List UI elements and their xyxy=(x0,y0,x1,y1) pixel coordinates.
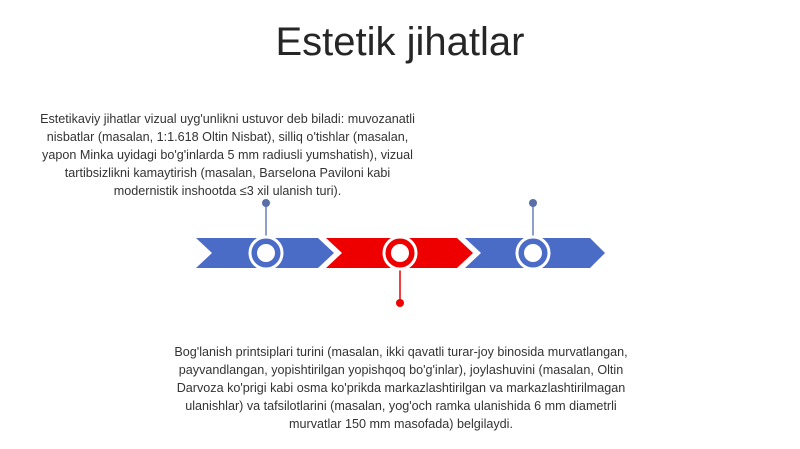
milestone-1-dot xyxy=(262,199,270,207)
milestone-2-center xyxy=(391,244,409,262)
slide-title: Estetik jihatlar xyxy=(275,20,525,64)
milestone-2-dot xyxy=(396,299,404,307)
milestone-1-center xyxy=(257,244,275,262)
top-description: Estetikaviy jihatlar vizual uyg'unlikni ustuvor deb biladi: muvozanatli nisbatlar (masalan, 1:1.618 Oltin Nisbat), silliq o'tishlar (masalan, yapon Minka uyidagi bo'g'inlarda 5 mm radiusli yumshatish), vizual tartibsizlikni kamaytirish (masalan, Barselona Paviloni kabi modernistik inshootda ≤3 xil ulanish turi). xyxy=(40,112,415,198)
milestone-3-center xyxy=(524,244,542,262)
milestone-3-dot xyxy=(529,199,537,207)
bottom-description: Bog'lanish printsiplari turini (masalan, ikki qavatli turar-joy binosida murvatlangan, payvandlangan, yopishtirilgan yopishqoq bo'g'inlar), joylashuvini (masalan, Oltin Darvoza ko'prigi kabi osma ko'prikda markazlashtirilgan va markazlashtirilmagan ulanishlar) va tafsilotlarini (masalan, yog'och ramka ulanishida 6 mm diametrli murvatlar 150 mm masofada) belgilaydi. xyxy=(174,345,628,431)
